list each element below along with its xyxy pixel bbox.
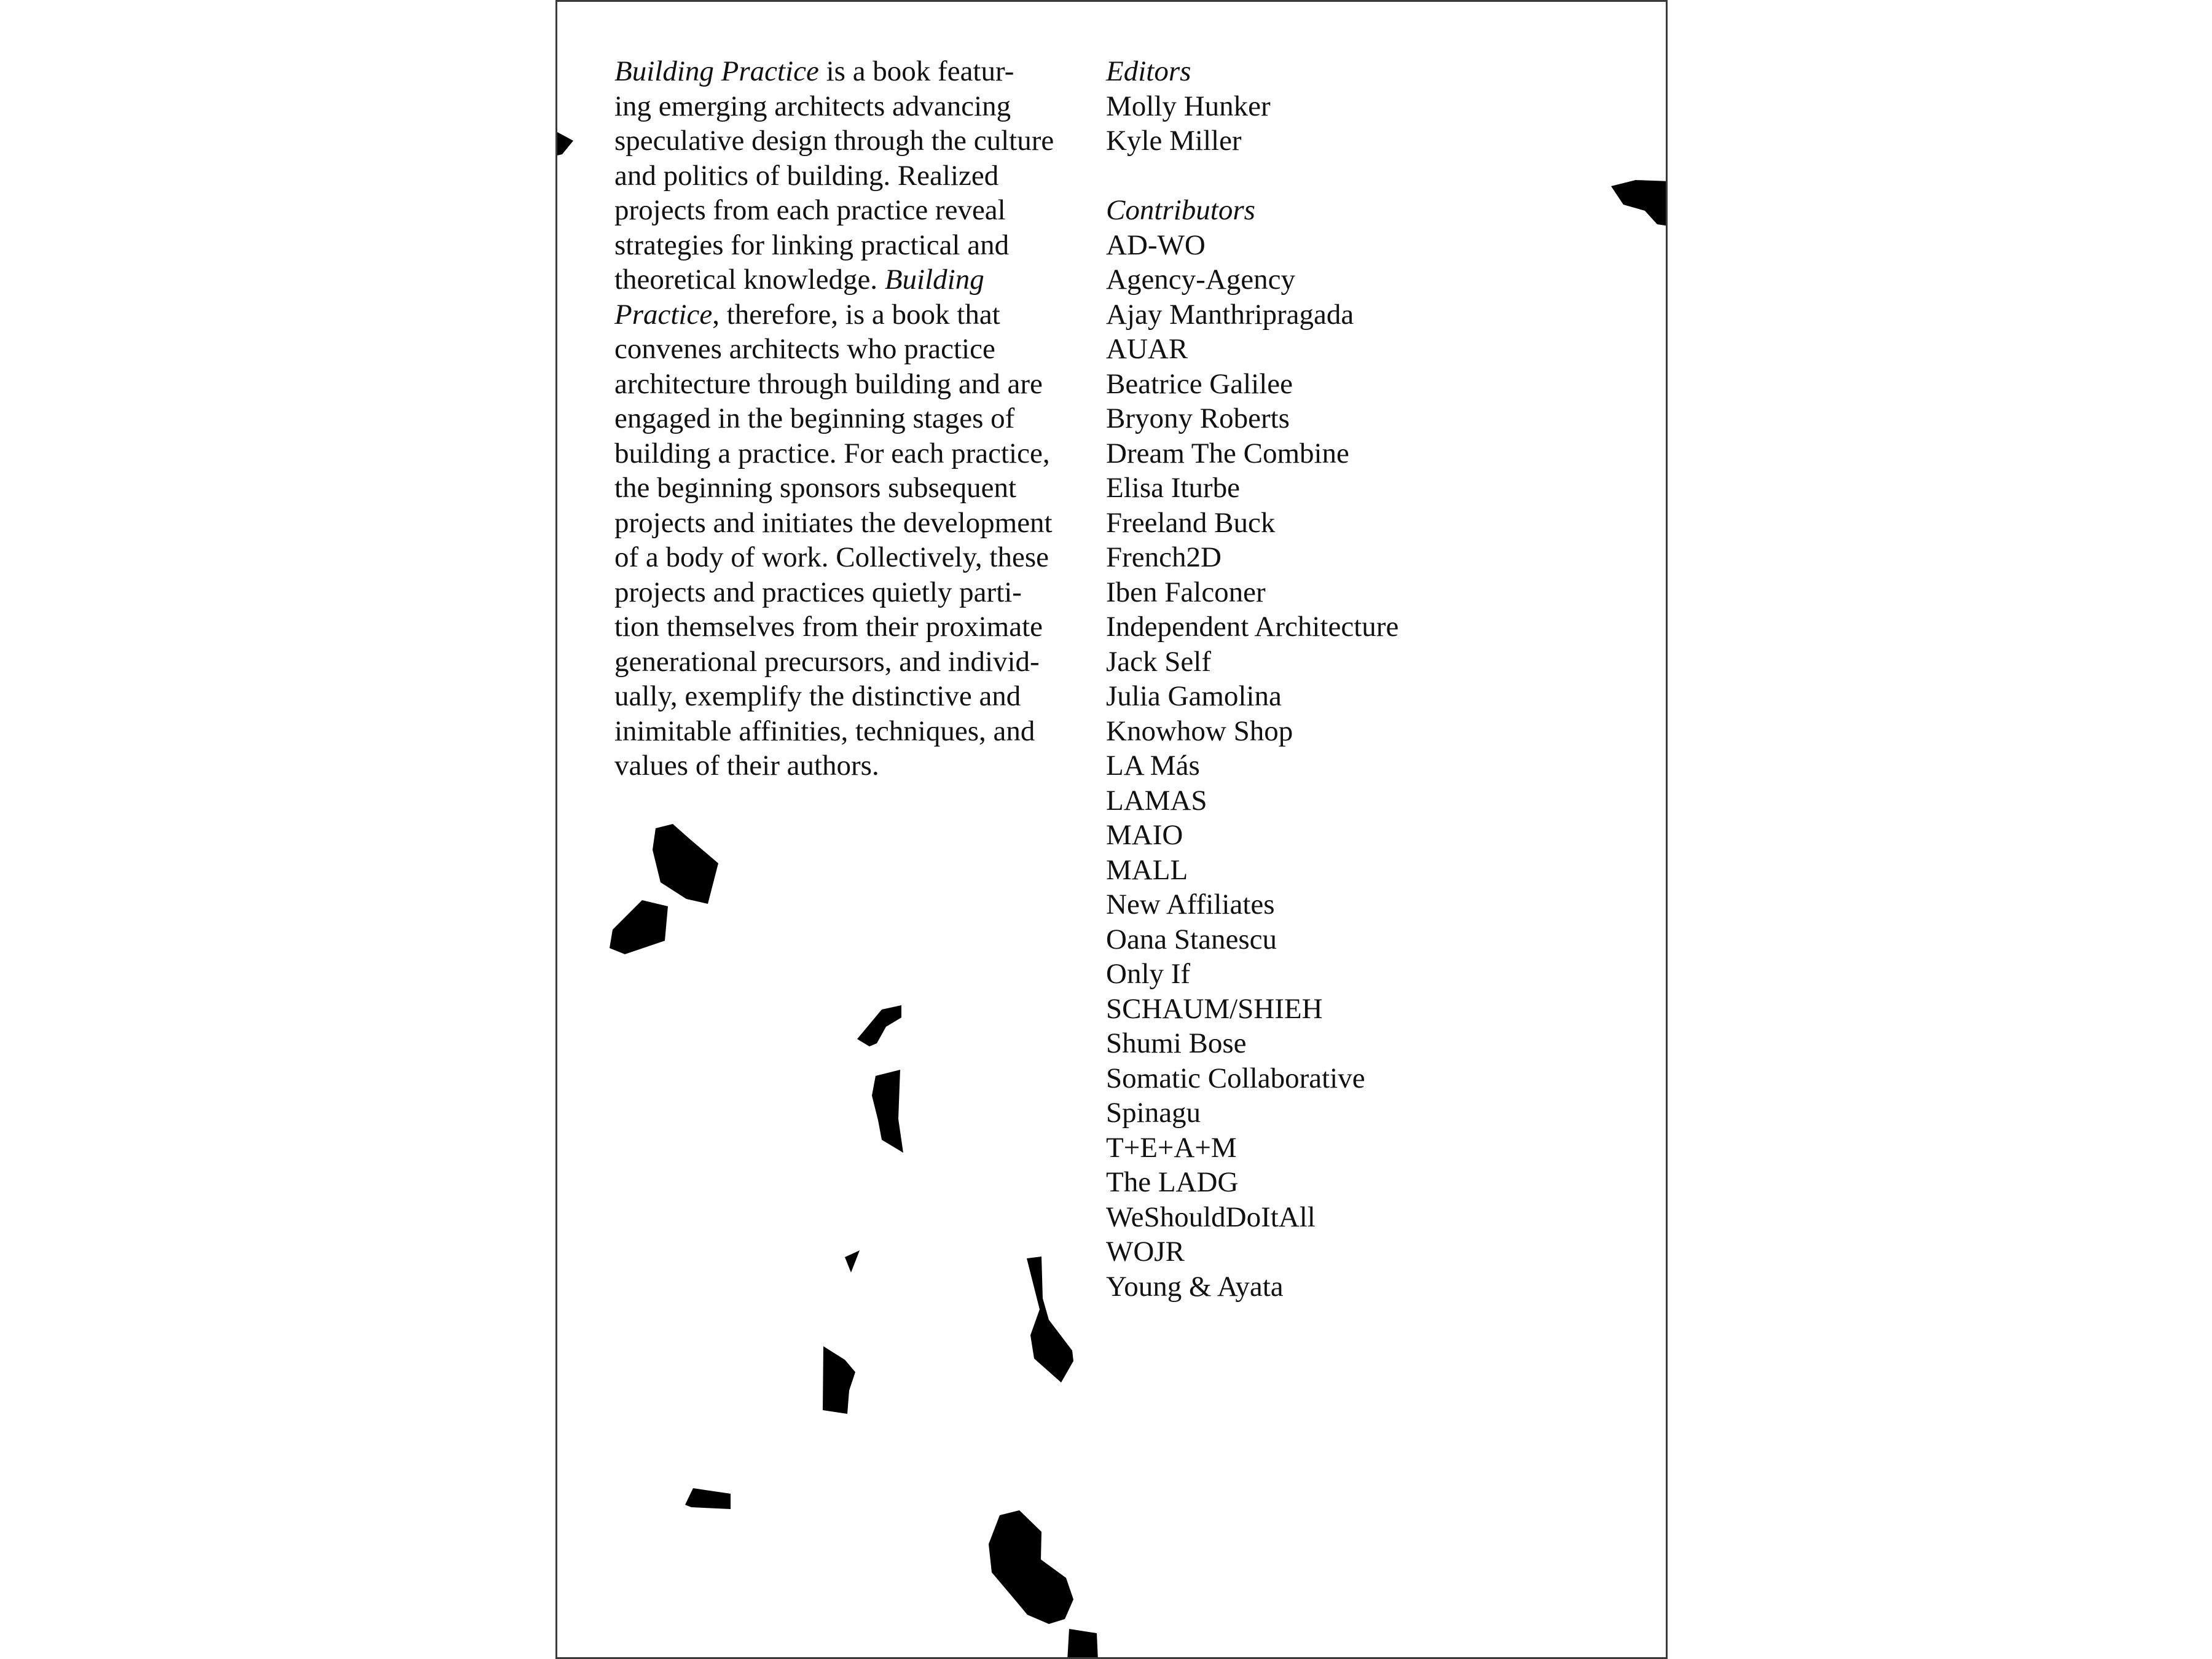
contributor-name: Young & Ayata <box>1106 1270 1284 1303</box>
contributor-name: Spinagu <box>1106 1097 1201 1129</box>
contributor-name: Independent Architecture <box>1106 611 1399 643</box>
intro-line <box>614 159 1081 194</box>
shape-rock-upper <box>653 824 718 904</box>
contributor-name: Shumi Bose <box>1106 1027 1247 1059</box>
intro-text-run: ually, exemplify the distinctive and <box>614 680 1021 712</box>
intro-italic-run: Practice <box>614 298 713 331</box>
intro-line <box>614 332 1081 367</box>
intro-line <box>614 679 1081 714</box>
intro-line <box>614 645 1081 680</box>
intro-text-run: building a practice. For each practice, <box>614 437 1050 469</box>
intro-text-run: ing emerging architects advancing <box>614 90 1011 122</box>
intro-text-run: and politics of building. Realized <box>614 159 999 192</box>
intro-text-run: generational precursors, and individ- <box>614 645 1040 678</box>
contributor-name: WeShouldDoItAll <box>1106 1201 1316 1233</box>
intro-line <box>614 748 1081 783</box>
intro-text-run: projects and initiates the development <box>614 506 1053 539</box>
editor-name: Kyle Miller <box>1106 125 1242 157</box>
intro-line <box>614 124 1081 159</box>
intro-text-run: values of their authors. <box>614 750 879 782</box>
contributor-name: Bryony Roberts <box>1106 402 1290 434</box>
shape-shard-3 <box>845 1250 860 1273</box>
shape-shard-1 <box>857 1005 901 1046</box>
contributor-name: Julia Gamolina <box>1106 680 1282 712</box>
contributor-name: New Affiliates <box>1106 888 1275 920</box>
intro-line <box>614 367 1081 402</box>
contributors-section <box>1106 193 1647 1304</box>
editors-list <box>1106 89 1647 159</box>
intro-text-run: the beginning sponsors subsequent <box>614 472 1017 504</box>
shape-rock-bottom <box>989 1510 1073 1624</box>
intro-text-run: projects from each practice reveal <box>614 194 1006 226</box>
credits-column <box>1106 54 1647 1304</box>
contributors-list <box>1106 228 1647 1304</box>
contributor-name: Ajay Manthripragada <box>1106 298 1354 331</box>
intro-text-run: is a book featur- <box>818 55 1014 87</box>
contributor-name: Elisa Iturbe <box>1106 472 1240 504</box>
section-spacer <box>1106 159 1647 194</box>
intro-text-run: inimitable affinities, techniques, and <box>614 715 1035 747</box>
shape-rock-lower <box>610 900 668 954</box>
contributor-name: LAMAS <box>1106 784 1207 817</box>
intro-line <box>614 193 1081 228</box>
intro-line <box>614 89 1081 124</box>
intro-line <box>614 540 1081 575</box>
intro-text-run: convenes architects who practice <box>614 333 995 365</box>
shape-shard-4 <box>1027 1257 1073 1382</box>
contributor-name: The LADG <box>1106 1166 1239 1198</box>
contributor-name: MAIO <box>1106 819 1183 851</box>
editors-heading: Editors <box>1106 55 1191 87</box>
intro-text-run: theoretical knowledge. <box>614 264 885 296</box>
intro-line <box>614 436 1081 471</box>
contributor-name: Agency-Agency <box>1106 264 1295 296</box>
intro-line <box>614 54 1081 89</box>
shape-shard-2 <box>872 1070 903 1153</box>
intro-text-run: projects and practices quietly parti- <box>614 576 1022 608</box>
intro-line <box>614 262 1081 297</box>
shape-bottom-edge-block <box>1067 1629 1098 1659</box>
intro-line <box>614 714 1081 749</box>
contributor-name: Iben Falconer <box>1106 576 1266 608</box>
intro-italic-run: Building Practice <box>614 55 819 87</box>
contributor-name: Only If <box>1106 958 1191 990</box>
intro-text-run: speculative design through the culture <box>614 125 1054 157</box>
contributor-name: Dream The Combine <box>1106 437 1349 469</box>
contributor-name: Somatic Collaborative <box>1106 1062 1365 1094</box>
book-page <box>555 0 1668 1659</box>
intro-paragraph <box>614 54 1081 783</box>
editors-section <box>1106 54 1647 159</box>
intro-text-run: strategies for linking practical and <box>614 229 1010 261</box>
contributor-name: MALL <box>1106 853 1188 886</box>
contributor-name: Knowhow Shop <box>1106 715 1293 747</box>
contributor-name: French2D <box>1106 541 1222 573</box>
intro-text-run: architecture through building and are <box>614 367 1043 400</box>
contributor-name: AD-WO <box>1106 229 1206 261</box>
intro-line <box>614 506 1081 541</box>
contributor-name: WOJR <box>1106 1236 1185 1268</box>
intro-line <box>614 575 1081 610</box>
contributor-name: AUAR <box>1106 333 1188 365</box>
intro-line <box>614 401 1081 436</box>
editor-name: Molly Hunker <box>1106 90 1271 122</box>
shape-left-edge-notch <box>557 132 573 155</box>
contributor-name: Freeland Buck <box>1106 506 1276 539</box>
contributors-heading: Contributors <box>1106 194 1255 226</box>
intro-text-run: of a body of work. Collectively, these <box>614 541 1049 573</box>
intro-line <box>614 228 1081 263</box>
contributor-name: Oana Stanescu <box>1106 923 1277 955</box>
intro-line <box>614 297 1081 332</box>
intro-italic-run: Building <box>884 264 984 296</box>
contributor-name: SCHAUM/SHIEH <box>1106 992 1323 1025</box>
intro-text-run: engaged in the beginning stages of <box>614 402 1015 434</box>
contributor-name: Jack Self <box>1106 645 1211 678</box>
intro-line <box>614 610 1081 645</box>
intro-text-run: tion themselves from their proximate <box>614 611 1043 643</box>
contributor-name: T+E+A+M <box>1106 1131 1237 1164</box>
intro-line <box>614 471 1081 506</box>
shape-shard-6 <box>685 1488 731 1509</box>
contributor-name: Beatrice Galilee <box>1106 367 1293 400</box>
intro-text-run: , therefore, is a book that <box>712 298 1000 331</box>
shape-shard-5 <box>823 1346 855 1414</box>
contributor-name: LA Más <box>1106 750 1200 782</box>
